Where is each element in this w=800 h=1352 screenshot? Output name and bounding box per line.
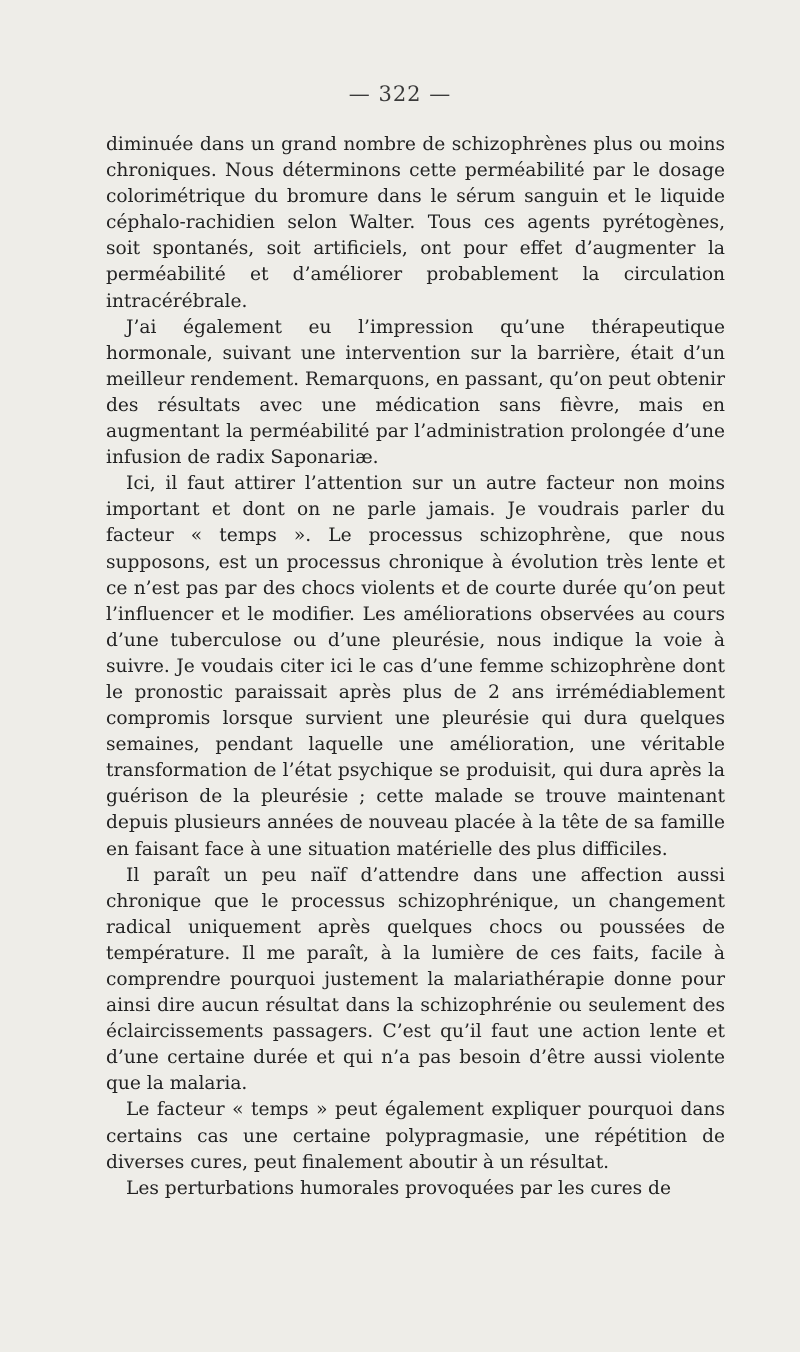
paragraph-3: Ici, il faut attirer l’attention sur un autre facteur non moins important et dont on ne parle jamais. Je voudrais parler du facteur « temps ». Le processus schizophrène, que nous supposons, est un processus chronique à évolution très lente et ce n’est pas par des chocs violents et de courte durée qu’on peut l’influencer et le modifier. Les améliorations observées au cours d’une tuberculose ou d’une pleurésie, nous indique la voie à suivre. Je voudais citer ici le cas d’une femme schizophrène dont le pronostic paraissait après plus de 2 ans irrémédiablement compromis lorsque survient une pleurésie qui dura quelques semaines, pendant laquelle une amélioration, une véritable transformation de l’état psychique se produisit, qui dura après la guérison de la pleurésie ; cette malade se trouve maintenant depuis plusieurs années de nouveau placée à la tête de sa famille en faisant face à une situation matérielle des plus difficiles. (106, 473, 725, 860)
paragraph-6: Les perturbations humorales provoquées par les cures de (126, 1177, 671, 1199)
page-number: — 322 — (348, 82, 452, 106)
paragraph-2: J’ai également eu l’impression qu’une thérapeutique hormonale, suivant une intervention sur la barrière, était d’un meilleur rendement. Remarquons, en passant, qu’on peut obtenir des résultats avec une médication sans fièvre, mais en augmentant la perméabilité par l’administration prolongée d’une infusion de radix Saponariæ. (106, 316, 725, 469)
body-text (106, 132, 725, 1202)
paragraph-1: diminuée dans un grand nombre de schizophrènes plus ou moins chroniques. Nous déterminons cette perméabilité par le dosage colorimétrique du bromure dans le sérum sanguin et le liquide céphalo-rachidien selon Walter. Tous ces agents pyrétogènes, soit spontanés, soit artificiels, ont pour effet d’augmenter la perméabilité et d’améliorer probablement la circulation intracérébrale. (106, 134, 725, 312)
paragraph-5: Le facteur « temps » peut également expliquer pourquoi dans certains cas une certaine polypragmasie, une répétition de diverses cures, peut finalement aboutir à un résultat. (106, 1099, 725, 1173)
paragraph-4: Il paraît un peu naïf d’attendre dans une affection aussi chronique que le processus schizophrénique, un changement radical uniquement après quelques chocs ou poussées de température. Il me paraît, à la lumière de ces faits, facile à comprendre pourquoi justement la malariathérapie donne pour ainsi dire aucun résultat dans la schizophrénie ou seulement des éclaircissements passagers. C’est qu’il faut une action lente et d’une certaine durée et qui n’a pas besoin d’être aussi violente que la malaria. (106, 864, 725, 1095)
